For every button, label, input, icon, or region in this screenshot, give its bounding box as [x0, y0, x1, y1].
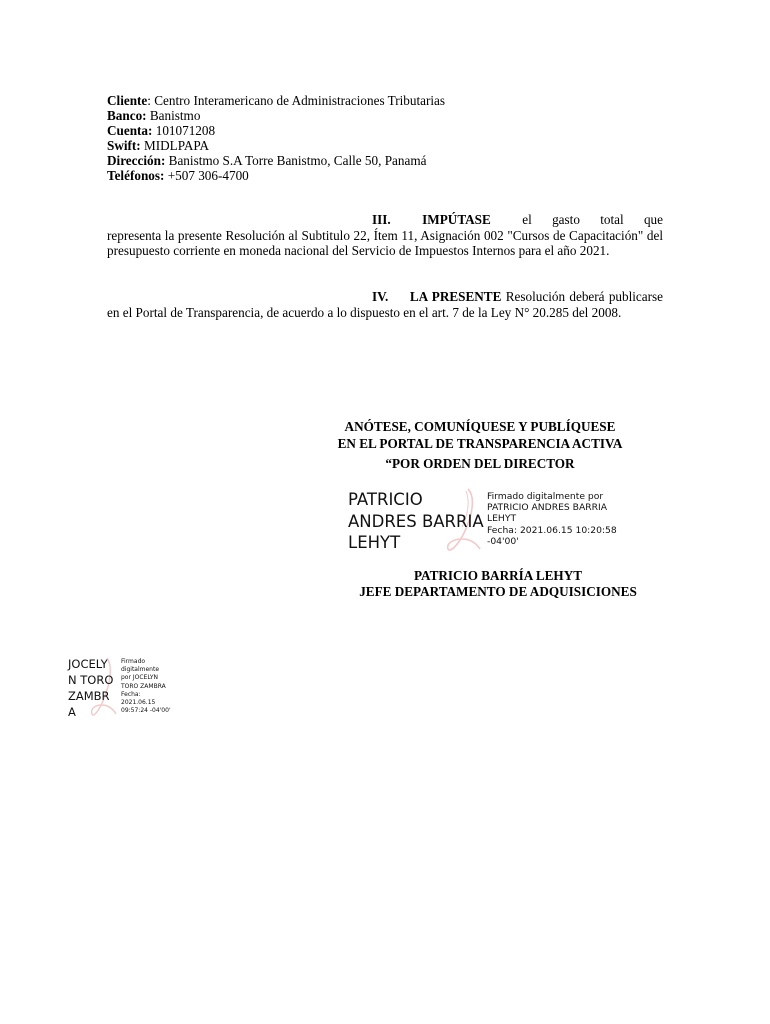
bank-value: Banistmo	[146, 108, 201, 123]
closing-line-2: EN EL PORTAL DE TRANSPARENCIA ACTIVA	[337, 436, 623, 451]
stamp-line: Fecha: 2021.06.15 10:20:58	[487, 524, 617, 536]
clause-iii-text-first: el gasto total que	[522, 212, 663, 227]
signature-secondary-name-line: ZAMBR	[68, 689, 110, 703]
clause-iii-number: III.	[372, 212, 391, 227]
bank-row	[107, 108, 445, 123]
stamp-line: PATRICIO ANDRES BARRIA	[487, 502, 608, 514]
swift-row	[107, 138, 445, 153]
address-row	[107, 153, 445, 168]
stamp-line: LEHYT	[487, 513, 517, 525]
address-label: Dirección:	[107, 153, 166, 168]
clause-iii-keyword: IMPÚTASE	[422, 212, 491, 227]
stamp-line: 2021.06.15	[121, 699, 156, 707]
bank-info-block	[107, 93, 445, 183]
signer-title: JEFE DEPARTAMENTO DE ADQUISICIONES	[359, 583, 637, 599]
closing-line-3: “POR ORDEN DEL DIRECTOR	[385, 456, 575, 471]
digital-signature-main[interactable]	[348, 487, 648, 557]
clause-iv-text: Resolución deberá publicarse en el Portal de Transparencia, de acuerdo a lo dispuesto en el art. 7 de la Ley N° 20.285 del 2008.	[107, 289, 664, 320]
swift-value: MIDLPAPA	[140, 138, 209, 153]
stamp-line: Firmado digitalmente por	[487, 491, 604, 502]
signature-main-name-line: PATRICIO	[348, 490, 423, 509]
signer-block	[300, 568, 696, 599]
stamp-line: por JOCELYN	[121, 674, 159, 682]
client-label: Cliente	[107, 93, 148, 108]
signature-secondary-name	[68, 656, 113, 720]
bank-label: Banco:	[107, 108, 147, 123]
clause-iv-paragraph	[107, 289, 663, 320]
clause-iii-text-rest: representa la presente Resolución al Subtitulo 22, Ítem 11, Asignación 002 "Cursos de Capacitación" del presupuesto corriente en moneda nacional del Servicio de Impuestos Internos para el año 2021.	[107, 227, 663, 258]
phone-value: +507 306-4700	[164, 168, 249, 183]
signature-secondary-name-line: N TORO	[68, 673, 114, 687]
account-label: Cuenta:	[107, 123, 153, 138]
closing-formula	[300, 418, 660, 452]
phone-row	[107, 168, 445, 183]
phone-label: Teléfonos:	[107, 168, 165, 183]
account-row	[107, 123, 445, 138]
signature-main-stamp	[487, 491, 617, 547]
clause-iv-number: IV.	[372, 289, 389, 304]
closing-line-1: ANÓTESE, COMUNÍQUESE Y PUBLÍQUESE	[344, 419, 616, 434]
account-value: 101071208	[152, 123, 216, 138]
signature-secondary-stamp	[121, 658, 171, 715]
signature-main-name-line: LEHYT	[348, 533, 401, 552]
stamp-line: TORO ZAMBRA	[121, 682, 166, 690]
client-row	[107, 93, 445, 108]
clause-iv-keyword: LA PRESENTE	[409, 289, 502, 304]
stamp-line: Fecha:	[121, 690, 141, 698]
signature-secondary-name-line: JOCELY	[68, 657, 108, 671]
signature-secondary-name-line: A	[68, 705, 76, 719]
address-value: Banistmo S.A Torre Banistmo, Calle 50, Panamá	[165, 153, 427, 168]
stamp-line: Firmado	[121, 658, 146, 665]
stamp-line: 09:57:24 -04'00'	[121, 707, 171, 715]
swift-label: Swift:	[107, 138, 141, 153]
digital-signature-secondary[interactable]	[68, 656, 188, 720]
signer-name: PATRICIO BARRÍA LEHYT	[413, 568, 583, 583]
stamp-line: -04'00'	[487, 535, 519, 547]
stamp-line: digitalmente	[121, 666, 160, 674]
clause-iii-paragraph	[107, 212, 663, 259]
signature-main-name-line: ANDRES BARRIA	[348, 511, 484, 531]
signature-main-name	[348, 489, 484, 554]
client-value: : Centro Interamericano de Administraciones Tributarias	[147, 93, 446, 108]
